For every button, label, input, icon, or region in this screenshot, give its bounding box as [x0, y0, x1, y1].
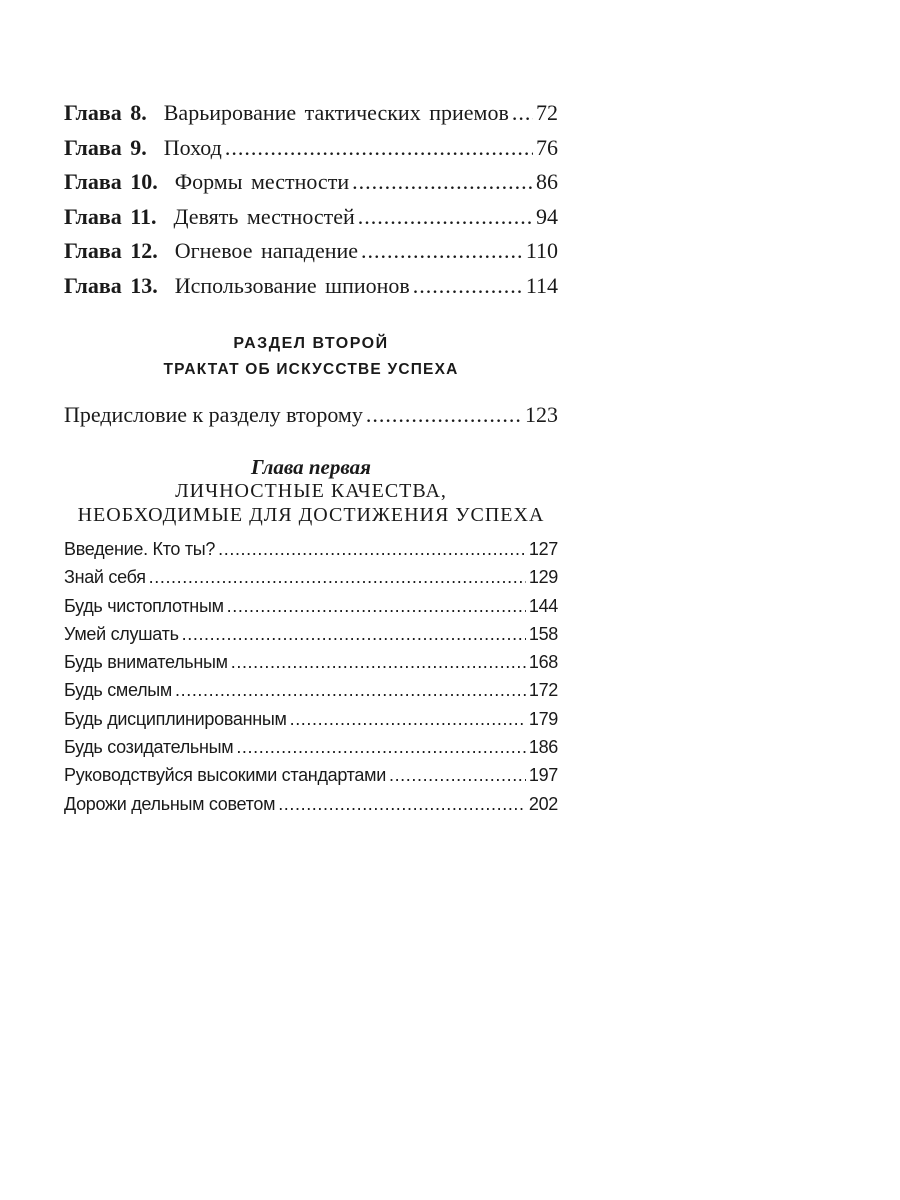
section-number: РАЗДЕЛ ВТОРОЙ	[233, 335, 389, 352]
toc-entry	[64, 96, 558, 131]
page-number: 110	[525, 238, 558, 263]
chapter-heading-subtitle-1: ЛИЧНОСТНЫЕ КАЧЕСТВА,	[175, 480, 447, 502]
toc-entry	[64, 200, 558, 235]
dot-leader	[361, 234, 523, 269]
dot-leader	[366, 398, 522, 432]
toc-entry	[64, 620, 558, 648]
entry-title: Умей слушать	[64, 623, 179, 644]
dot-leader	[512, 96, 533, 131]
page-number: 158	[528, 623, 558, 644]
dot-leader	[290, 705, 526, 733]
page-number: 129	[528, 567, 558, 588]
chapter-label: Глава 9.	[64, 134, 147, 160]
toc-entry	[64, 790, 558, 818]
chapter-label: Глава 8.	[64, 100, 147, 125]
chapter-title: Формы местности	[174, 169, 350, 194]
section-title: ТРАКТАТ ОБ ИСКУССТВЕ УСПЕХА	[163, 361, 459, 378]
page-number: 144	[528, 595, 558, 616]
toc-entry	[64, 648, 558, 676]
chapter-label: Глава 10.	[64, 169, 158, 194]
entry-title	[64, 234, 358, 269]
dot-leader	[389, 761, 526, 789]
entry-title	[64, 165, 349, 200]
section-heading	[64, 331, 558, 383]
toc-entry	[64, 563, 558, 591]
dot-leader	[225, 131, 533, 166]
chapter-list	[64, 96, 558, 303]
entry-title	[64, 131, 222, 166]
chapter-title: Использование шпионов	[174, 272, 410, 298]
toc-entry	[64, 592, 558, 620]
toc-entry	[64, 705, 558, 733]
toc-entry	[64, 398, 558, 432]
page-number: 86	[536, 169, 558, 194]
entry-title: Знай себя	[64, 567, 146, 588]
dot-leader	[352, 165, 533, 200]
page-number: 114	[525, 272, 558, 298]
chapter-heading-title: Глава первая	[251, 455, 371, 479]
entry-title: Руководствуйся высокими стандартами	[64, 765, 386, 786]
page-number: 179	[528, 708, 558, 729]
page-number: 197	[528, 765, 558, 786]
toc-entry	[64, 234, 558, 269]
dot-leader	[175, 676, 526, 704]
entry-title	[64, 96, 509, 131]
page-number: 172	[528, 680, 558, 701]
dot-leader	[227, 592, 526, 620]
dot-leader	[218, 535, 526, 563]
dot-leader	[182, 620, 526, 648]
entry-title: Введение. Кто ты?	[64, 539, 216, 559]
dot-leader	[231, 648, 526, 676]
entry-title: Дорожи дельным советом	[64, 793, 276, 814]
entry-title	[64, 200, 355, 235]
dot-leader	[413, 269, 523, 304]
dot-leader	[358, 200, 533, 235]
preface-entry	[64, 398, 558, 432]
chapter-title: Варьирование тактических приемов	[163, 100, 509, 125]
page-number: 123	[525, 402, 558, 427]
page-number: 186	[528, 737, 558, 758]
toc-entry	[64, 733, 558, 761]
chapter-heading	[64, 455, 558, 527]
dot-leader	[236, 733, 526, 761]
entry-title: Будь внимательным	[64, 652, 228, 673]
entry-title: Будь созидательным	[64, 737, 234, 758]
page-number: 72	[536, 100, 558, 125]
entry-title	[64, 269, 410, 304]
entry-title: Будь чистоплотным	[64, 595, 224, 616]
page-number: 94	[536, 203, 558, 229]
dot-leader	[278, 790, 526, 818]
toc-entry	[64, 131, 558, 166]
toc-entry	[64, 535, 558, 563]
toc-entry	[64, 269, 558, 304]
page-number: 76	[536, 134, 558, 160]
chapter-label: Глава 11.	[64, 203, 157, 229]
chapter-title: Огневое нападение	[174, 238, 359, 263]
chapter-title: Поход	[163, 134, 222, 160]
chapter-heading-subtitle-2: НЕОБХОДИМЫЕ ДЛЯ ДОСТИЖЕНИЯ УСПЕХА	[77, 504, 545, 526]
chapter-title: Девять местностей	[173, 203, 355, 229]
item-list	[64, 535, 558, 818]
toc-entry	[64, 165, 558, 200]
page-number: 168	[528, 652, 558, 673]
chapter-label: Глава 13.	[64, 272, 158, 298]
dot-leader	[149, 563, 526, 591]
entry-title: Предисловие к разделу второму	[64, 402, 363, 427]
toc-entry	[64, 676, 558, 704]
page-number: 202	[528, 793, 558, 814]
entry-title: Будь смелым	[64, 680, 173, 701]
toc-entry	[64, 761, 558, 789]
page-number: 127	[528, 539, 558, 559]
chapter-label: Глава 12.	[64, 238, 158, 263]
entry-title: Будь дисциплинированным	[64, 708, 287, 729]
